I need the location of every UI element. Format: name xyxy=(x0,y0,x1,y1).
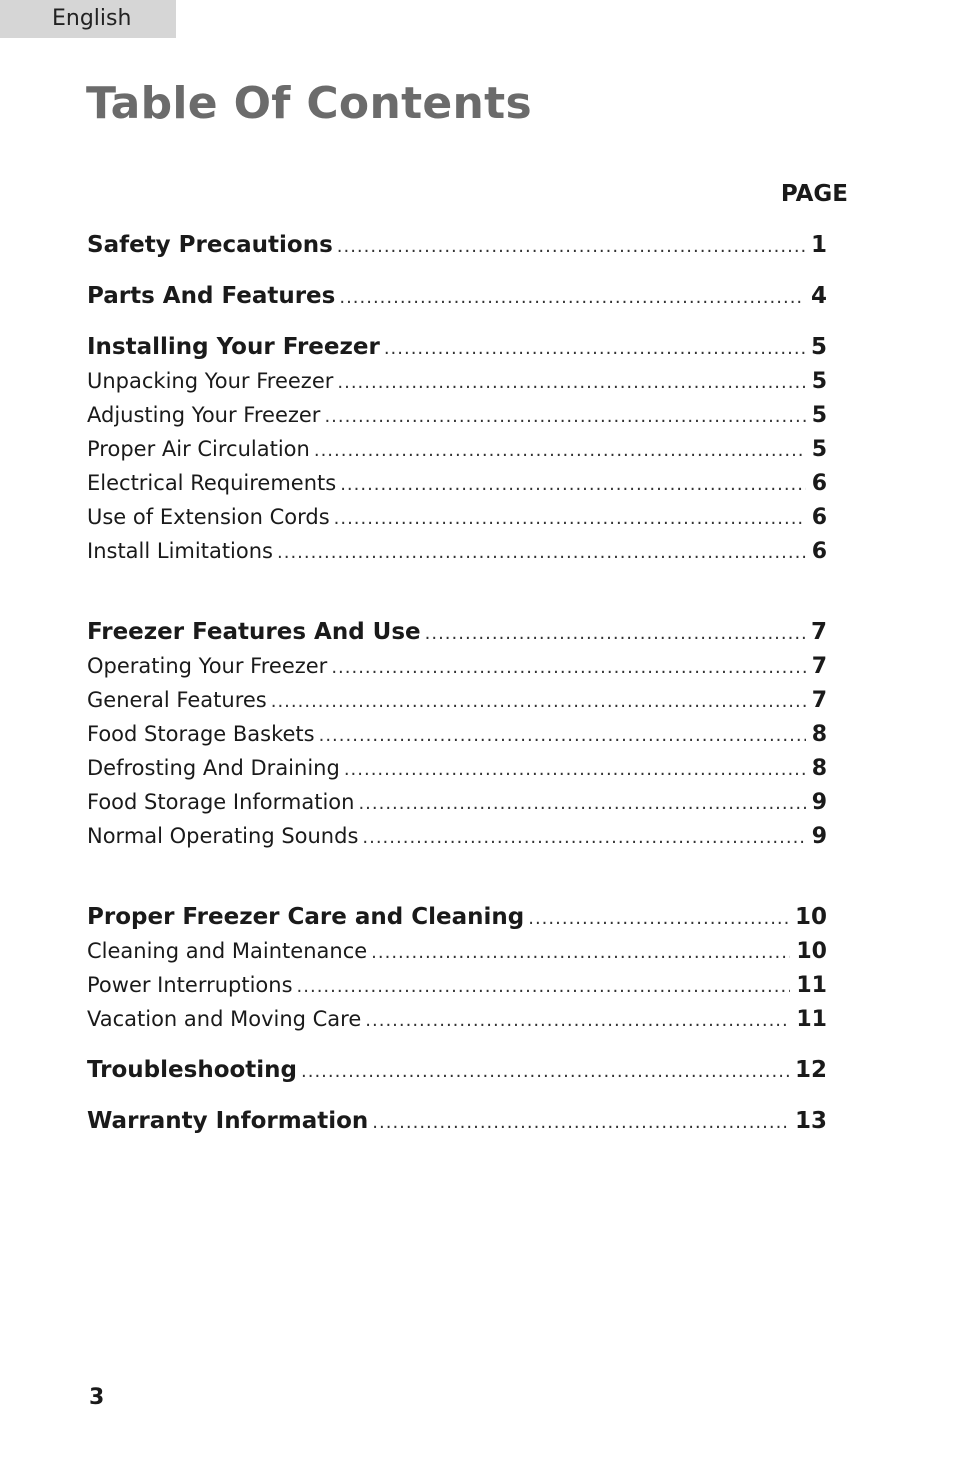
page-column-header: PAGE xyxy=(780,181,848,207)
toc-section-installing-your-freezer[interactable] xyxy=(87,330,827,364)
dot-leader xyxy=(358,787,805,821)
toc-item-cleaning-and-maintenance[interactable] xyxy=(87,934,827,968)
page-title: Table Of Contents xyxy=(86,78,533,129)
toc-page-number: 10 xyxy=(794,904,827,930)
toc-item-unpacking-your-freezer[interactable] xyxy=(87,364,827,398)
toc-item-label: Food Storage Information xyxy=(87,790,355,814)
dot-leader xyxy=(371,936,790,970)
dot-leader xyxy=(372,1106,789,1140)
toc-page-number: 11 xyxy=(796,1007,827,1032)
toc-item-electrical-requirements[interactable] xyxy=(87,466,827,500)
dot-leader xyxy=(277,536,806,570)
toc-page-number: 7 xyxy=(810,619,827,645)
dot-leader xyxy=(319,719,806,753)
toc-item-use-of-extension-cords[interactable] xyxy=(87,500,827,534)
toc-page-number: 8 xyxy=(811,722,827,747)
dot-leader xyxy=(337,366,805,400)
toc-item-label: Power Interruptions xyxy=(87,973,293,997)
toc-page-number: 4 xyxy=(810,283,827,309)
toc-page-number: 6 xyxy=(811,505,827,530)
toc-page-number: 5 xyxy=(811,403,827,428)
toc-item-install-limitations[interactable] xyxy=(87,534,827,568)
dot-leader xyxy=(271,685,806,719)
toc-page-number: 1 xyxy=(810,232,827,258)
toc-item-label: Defrosting And Draining xyxy=(87,756,340,780)
dot-leader xyxy=(384,332,805,366)
toc-item-power-interruptions[interactable] xyxy=(87,968,827,1002)
toc-page-number: 7 xyxy=(811,654,827,679)
toc-item-label: Proper Air Circulation xyxy=(87,437,310,461)
toc-section-title: Proper Freezer Care and Cleaning xyxy=(87,904,525,930)
toc-item-vacation-and-moving-care[interactable] xyxy=(87,1002,827,1036)
toc-page-number: 7 xyxy=(811,688,827,713)
dot-leader xyxy=(337,230,805,264)
toc-item-defrosting-and-draining[interactable] xyxy=(87,751,827,785)
dot-leader xyxy=(334,502,806,536)
toc-page-number: 9 xyxy=(811,824,827,849)
toc-item-operating-your-freezer[interactable] xyxy=(87,649,827,683)
toc-item-general-features[interactable] xyxy=(87,683,827,717)
dot-leader xyxy=(324,400,805,434)
toc-item-label: Use of Extension Cords xyxy=(87,505,330,529)
toc-item-food-storage-baskets[interactable] xyxy=(87,717,827,751)
dot-leader xyxy=(365,1004,790,1038)
toc-item-label: Vacation and Moving Care xyxy=(87,1007,362,1031)
toc-item-label: Operating Your Freezer xyxy=(87,654,328,678)
toc-page-number: 13 xyxy=(794,1108,827,1134)
dot-leader xyxy=(297,970,791,1004)
toc-section-freezer-features-and-use[interactable] xyxy=(87,615,827,649)
toc-page-number: 6 xyxy=(811,471,827,496)
dot-leader xyxy=(344,753,806,787)
table-of-contents xyxy=(87,228,827,1138)
toc-section-title: Safety Precautions xyxy=(87,232,333,258)
toc-item-label: Electrical Requirements xyxy=(87,471,337,495)
toc-item-label: Install Limitations xyxy=(87,539,273,563)
toc-item-label: Unpacking Your Freezer xyxy=(87,369,334,393)
toc-item-label: Adjusting Your Freezer xyxy=(87,403,321,427)
language-tab: English xyxy=(0,0,176,38)
toc-page-number: 5 xyxy=(810,334,827,360)
toc-page-number: 10 xyxy=(796,939,827,964)
toc-section-troubleshooting[interactable] xyxy=(87,1053,827,1087)
dot-leader xyxy=(340,468,805,502)
toc-item-label: General Features xyxy=(87,688,267,712)
toc-section-title: Installing Your Freezer xyxy=(87,334,380,360)
toc-item-proper-air-circulation[interactable] xyxy=(87,432,827,466)
dot-leader xyxy=(528,902,789,936)
toc-page-number: 5 xyxy=(811,369,827,394)
toc-item-label: Normal Operating Sounds xyxy=(87,824,359,848)
dot-leader xyxy=(425,617,805,651)
toc-section-title: Parts And Features xyxy=(87,283,336,309)
toc-page-number: 5 xyxy=(811,437,827,462)
dot-leader xyxy=(362,821,805,855)
toc-item-adjusting-your-freezer[interactable] xyxy=(87,398,827,432)
toc-item-label: Food Storage Baskets xyxy=(87,722,315,746)
toc-page-number: 11 xyxy=(796,973,827,998)
toc-section-title: Freezer Features And Use xyxy=(87,619,421,645)
toc-section-proper-freezer-care-and-cleaning[interactable] xyxy=(87,900,827,934)
toc-section-safety-precautions[interactable] xyxy=(87,228,827,262)
dot-leader xyxy=(301,1055,789,1089)
dot-leader xyxy=(339,281,805,315)
toc-section-title: Warranty Information xyxy=(87,1108,369,1134)
toc-item-food-storage-information[interactable] xyxy=(87,785,827,819)
toc-section-parts-and-features[interactable] xyxy=(87,279,827,313)
toc-item-normal-operating-sounds[interactable] xyxy=(87,819,827,853)
toc-page-number: 6 xyxy=(811,539,827,564)
toc-page-number: 8 xyxy=(811,756,827,781)
dot-leader xyxy=(331,651,805,685)
toc-page-number: 9 xyxy=(811,790,827,815)
toc-section-warranty-information[interactable] xyxy=(87,1104,827,1138)
dot-leader xyxy=(314,434,806,468)
toc-item-label: Cleaning and Maintenance xyxy=(87,939,368,963)
footer-page-number: 3 xyxy=(89,1385,105,1410)
toc-page-number: 12 xyxy=(794,1057,827,1083)
toc-section-title: Troubleshooting xyxy=(87,1057,298,1083)
